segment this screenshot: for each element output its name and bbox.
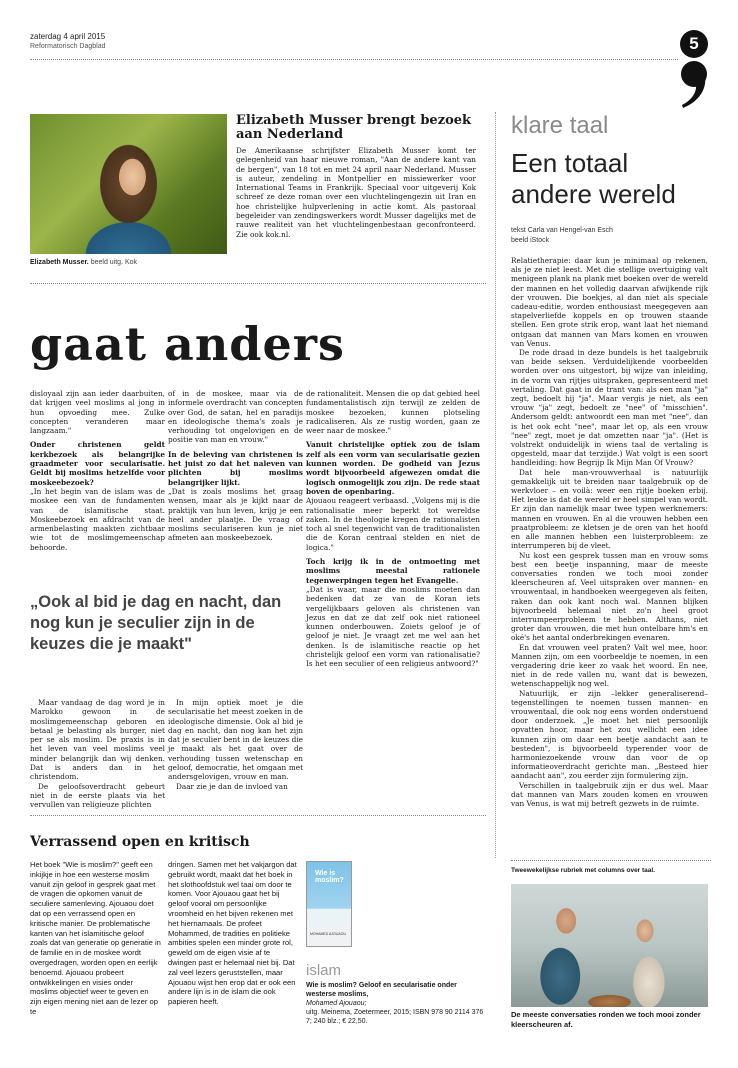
photo-caption: De meeste conversaties ronden we toch mooi zonder kleerscheuren af. [511, 1010, 701, 1029]
paragraph: Dat hele man-vrouwverhaal is natuurlijk gemakkelijk uit te breiden naar taalgebruik op de werkvloer – en voilà: weer een rijtje boeken erbij. Het leuke is dat de wereld er heel simpel van wordt. Er zijn dan namelijk maar twee typen werknemers: mannen en vrouwen. En al die vrouwen hebben een praatprobleem: ze kletsen je de oren van het hoofd en alle mannen hebben een luisterprobleem: ze interrumperen bij de vleet. [511, 467, 708, 551]
conversation-photo [511, 884, 708, 1007]
header-date: zaterdag 4 april 2015 [30, 32, 106, 41]
book-info-title: Wie is moslim? Geloof en secularisatie onder westerse moslims, [306, 982, 457, 998]
author-portrait [30, 114, 227, 254]
paragraph: In mijn optiek moet je die secularisatie het meest zoeken in de ideologische dimensie. Ook al bid je dag en nacht, dan nog kan het zijn dat je seculier bent in de keuzes die je maakt als het gaat over de verhouding tussen wetenschap en geloof, democratie, het omgaan met andersgelovigen, vrouw en man. [168, 698, 303, 782]
paragraph: Nu kost een gesprek tussen man en vrouw soms best een beetje inspanning, maar de meeste conversaties ronden we toch mooi zonder kleerscheuren af. Veel uitspraken over mannen- en vrouwentaal, in handboeken weergegeven als feiten, raken dan ook kant noch wal. Mannen blijken bijvoorbeeld helemaal niet zo'n heel groot interrumpeerprobleem te hebben. Althans, niet groter dan vrouwen, die met hun ontelbare hm's en oké's het aantal onderbrekingen evenaren. [511, 550, 708, 643]
book-cover [306, 861, 352, 947]
main-col-1b [30, 698, 165, 810]
column-title: Een totaal andere wereld [511, 148, 676, 209]
paragraph: „Dat is zoals moslims het graag wensen, maar als je kijkt naar de praktijk van hun leven, krijg je een heel ander plaatje. De vraag of moslims seculariseren kun je niet afmeten aan moskeebezoek. [168, 486, 303, 543]
main-col-2b [168, 698, 303, 791]
header-paper: Reformatorisch Dagblad [30, 43, 106, 50]
book-category: islam [306, 962, 342, 979]
book-cover-author: MOHAMED AJOUAOU [310, 932, 346, 936]
column-separator [495, 112, 496, 858]
header-rule [30, 59, 678, 60]
paragraph: Natuurlijk, er zijn –lekker generaliserend– tegenstellingen te noemen tussen mannen- en vrouwentaal, die ook nog eens worden onderstuend door onderzoek. „Je moet het niet persoonlijk opvatten hoor, maar het zou wellicht een idee kunnen zijn om daar een beetje aandacht aan te besteden", is bijvoorbeeld typerender voor de harmoniezoekende vrouw dan voor de op informatieoverdracht gerichte man. „Besteed hier aandacht aan", zou eerder zijn formulering zijn. [511, 688, 708, 781]
main-col-2 [168, 389, 303, 543]
teaser-title: Elizabeth Musser brengt bezoek aan Nederland [236, 113, 472, 142]
caption-name: Elizabeth Musser. [30, 259, 89, 266]
paragraph: Maar vandaag de dag word je in Marokko gewoon in de moslimgemeenschap geboren en betaal je belasting als burger, niet per se als moslim. De praxis is in het leven van veel moslims veel minder belangrijk dan wij denken. Dat is anders dan in het christendom. [30, 698, 165, 782]
column-body [511, 256, 708, 808]
paragraph: Daar zie je dan de invloed van [176, 781, 288, 791]
page-number: 5 [689, 34, 699, 53]
book-info-details: uitg. Meinema, Zoetermeer, 2015; ISBN 978 90 2114 376 7; 240 blz.; € 22,50. [306, 1009, 484, 1025]
caption-credit: beeld uitg. Kok [90, 259, 138, 266]
teaser-rule [30, 283, 486, 284]
question: Toch krijg ik in de ontmoeting met moslims meestal rationele tegenwerpingen tegen het Evangelie. [306, 557, 480, 585]
question: Vanuit christelijke optiek zou de islam zelf als een vorm van secularisatie gezien kunnen worden. De godheid van Jezus wordt bijvoorbeeld afgewezen omdat die logisch onmogelijk zou zijn. De rede staat boven de openbaring. [306, 440, 480, 496]
paragraph: „Dat is waar, maar die moslims moeten dan bedenken dat ze van de Koran iets vergelijkbaars geloven als christenen van Jezus en dat ze dat zelf ook niet rationeel kunnen onderbouwen. Zoiets geloof je of geloof je niet. Je vraagt zet me wel aan het denken. Is de islamitische reactie op het christelijk geloof een vorm van rationalisatie? Is het een seculier of een religieus antwoord?" [306, 584, 480, 669]
book-col-1: Het boek "Wie is moslim?" geeft een inkijkje in hoe een westerse moslim vanuit zijn geloof in gesprek gaat met de vragen die opkomen vanuit de seculiere samenleving. Ajouaou doet dat op een verrassend open en kritische manier. De problematische kanten van het islamitische geloof zoals dat van generatie op generatie in de familie en in de moskee wordt overgedragen, worden open en eerlijk benoemd. Ajouaou probeert ontwikkelingen en visies onder moslims objectief weer te geven en zijn eigen mening niet aan de lezer op te [30, 860, 161, 1016]
pull-quote: „Ook al bid je dag en nacht, dan nog kun je seculier zijn in de keuzes die je maakt" [30, 593, 282, 653]
question: In de beleving van christenen is het juist zo dat het naleven van plichten bij moslims belangrijker lijkt. [168, 449, 303, 487]
book-cover-title: Wie is moslim? [315, 870, 344, 884]
book-info [306, 981, 486, 1026]
column-rule [511, 860, 711, 861]
series-note: Tweewekelijkse rubriek met columns over taal. [511, 867, 656, 874]
main-col-1 [30, 389, 165, 552]
main-col-3 [306, 389, 480, 669]
question: Onder christenen geldt kerkbezoek als belangrijke graadmeter voor secularisatie. Geldt bij moslims hetzelfde voor moskeebezoek? [30, 440, 165, 487]
book-col-2: dringen. Samen met het vakjargon dat gebruikt wordt, maakt dat het boek in het slothoofdstuk wel taai om door te komen. Voor Ajouaou gaat het bij geloof vooral om persoonlijke vroomheid en het bijven rekenen met het hiernamaals. De profeet Mohammed, de tradities en politieke ambities spelen een minder grote rol, geweld om de eigen visie af te dwingen past er helemaal niet bij. Dat zal veel lezers geruststellen, maar Ajouaou wijst hen erop dat er ook een andere lijn is in de islam die ook papieren heeft. [168, 860, 297, 1007]
byline-photo: beeld iStock [511, 237, 550, 244]
byline-text: tekst Carla van Hengel-van Esch [511, 227, 613, 234]
paragraph: De rode draad in deze bundels is het taalgebruik van beide seksen. Verduidelijkende voorbeelden worden over ons uitgestort, bij wijze van inleiding, in de vorm van rijtjes uitspraken, gepresenteerd met vertaling. Dat gaat in de trant van: als een man "ja" zegt, bedoelt hij "ja". Maar vergis je niet, als een vrouw "ja" zegt, bedoelt ze "nee" of "misschien". Andersom geldt: antwoordt een man met "nee", dan is het ook echt "nee", maar let op, als een vrouw "nee" zegt, moet je dat omzetten naar "ja". (Het is volstrekt onduidelijk in wiens taal de vertaling is opgesteld, maar dat terzijde.) Wat volgt is een soort handleiding: how Begrijp Ik Mijn Man Of Vrouw? [511, 348, 708, 468]
paragraph: of in de moskee, maar via de informele overdracht van concepten over God, de satan, hel en paradijs en ideologische thema's zoals je verhouding tot ongelovigen en de positie van man en vrouw." [168, 389, 303, 445]
paragraph: Verschillen in taalgebruik zijn er dus wel. Maar dat mannen van Mars zouden komen en vrouwen van Venus, is wat mij betreft gezwets in de ruimte. [511, 780, 708, 808]
header [30, 32, 690, 56]
paragraph: Relatietherapie: daar kun je minimaal op rekenen, als je ze niet leest. Met die stellige overtuiging valt menigeen plank na plank met boeken over de wereld der mannen en het volledig daarvan afwijkende rijk der vrouwen. Die boekjes, al dan niet als speciale cadeau-editie, worden enthousiast meegegeven aan stapelverliefde koppels en op trouwen staande stellen. Een grote strik erop, want laat het niemand ontgaan dat mannen van Mars komen en vrouwen van Venus. [511, 256, 708, 348]
comma-ornament-icon [674, 58, 714, 110]
paragraph: Ajouaou reageert verbaasd. „Volgens mij is die rationalisatie meer beperkt tot wereldse zaken. In de theologie kregen de rationalisten toch al snel tegenwicht van de traditionalisten die de Koran centraal stelden en niet de logica." [306, 496, 480, 552]
teaser-body: De Amerikaanse schrijfster Elizabeth Musser komt ter gelegenheid van haar nieuwe roman, "Aan de andere kant van de bergen", van 18 tot en met 24 april naar Nederland. Musser is auteur, zendeling in Montpellier en missiewerker voor International Teams in Frankrijk. Speciaal voor uitgeverij Kok schreef ze deze roman over een vluchtelingengezin uit Iran en hoe christelijke hulpverlening in actie komt. Als pastoraal begeleider van zendingswerkers wordt Musser dagelijks met de rauwe realiteit van het vluchtelingenbestaan geconfronteerd. Zie ook kok.nl. [236, 146, 476, 239]
main-headline: gaat anders [30, 317, 345, 371]
page-number-badge [680, 30, 708, 58]
book-section-rule [30, 815, 486, 816]
book-review-title: Verrassend open en kritisch [30, 834, 250, 850]
paragraph: De geloofsoverdracht gebeurt niet in de eerste plaats via het vervullen van religieuze plichten [30, 781, 165, 810]
column-byline [511, 226, 711, 246]
portrait-caption [30, 258, 230, 267]
book-info-author: Mohamed Ajouaou; [306, 1000, 367, 1007]
column-kicker: klare taal [511, 112, 609, 139]
paragraph: disloyaal zijn aan ieder daarbuiten, dat krijgen veel moslims al jong in hun opvoeding mee. Zulke concepten veranderen maar langzaam." [30, 389, 165, 436]
paragraph: de rationaliteit. Mensen die op dat gebied heel fundamentalistisch zijn terwijl ze zelden de moskee bezoeken, kunnen plotseling radicaliseren. Als ze rustig worden, gaan ze weer naar de moskee." [306, 389, 480, 436]
paragraph: En dat vrouwen veel praten? Valt wel mee, hoor. Mannen zijn, om een voorbeeldje te noemen, in een vergadering drie keer zo vaak het woord. En nee, niet in de rede vallen nu, want dat is bewezen, wetenschappelijk nog wel. [511, 642, 708, 689]
paragraph: „In het begin van de islam was de moskee een van de fundamenten van de islamitische staat. Moskeebezoek en afdracht van de armenbelasting maakten zichtbaar wie tot de moslimgemeenschap behoorde. [30, 486, 165, 552]
